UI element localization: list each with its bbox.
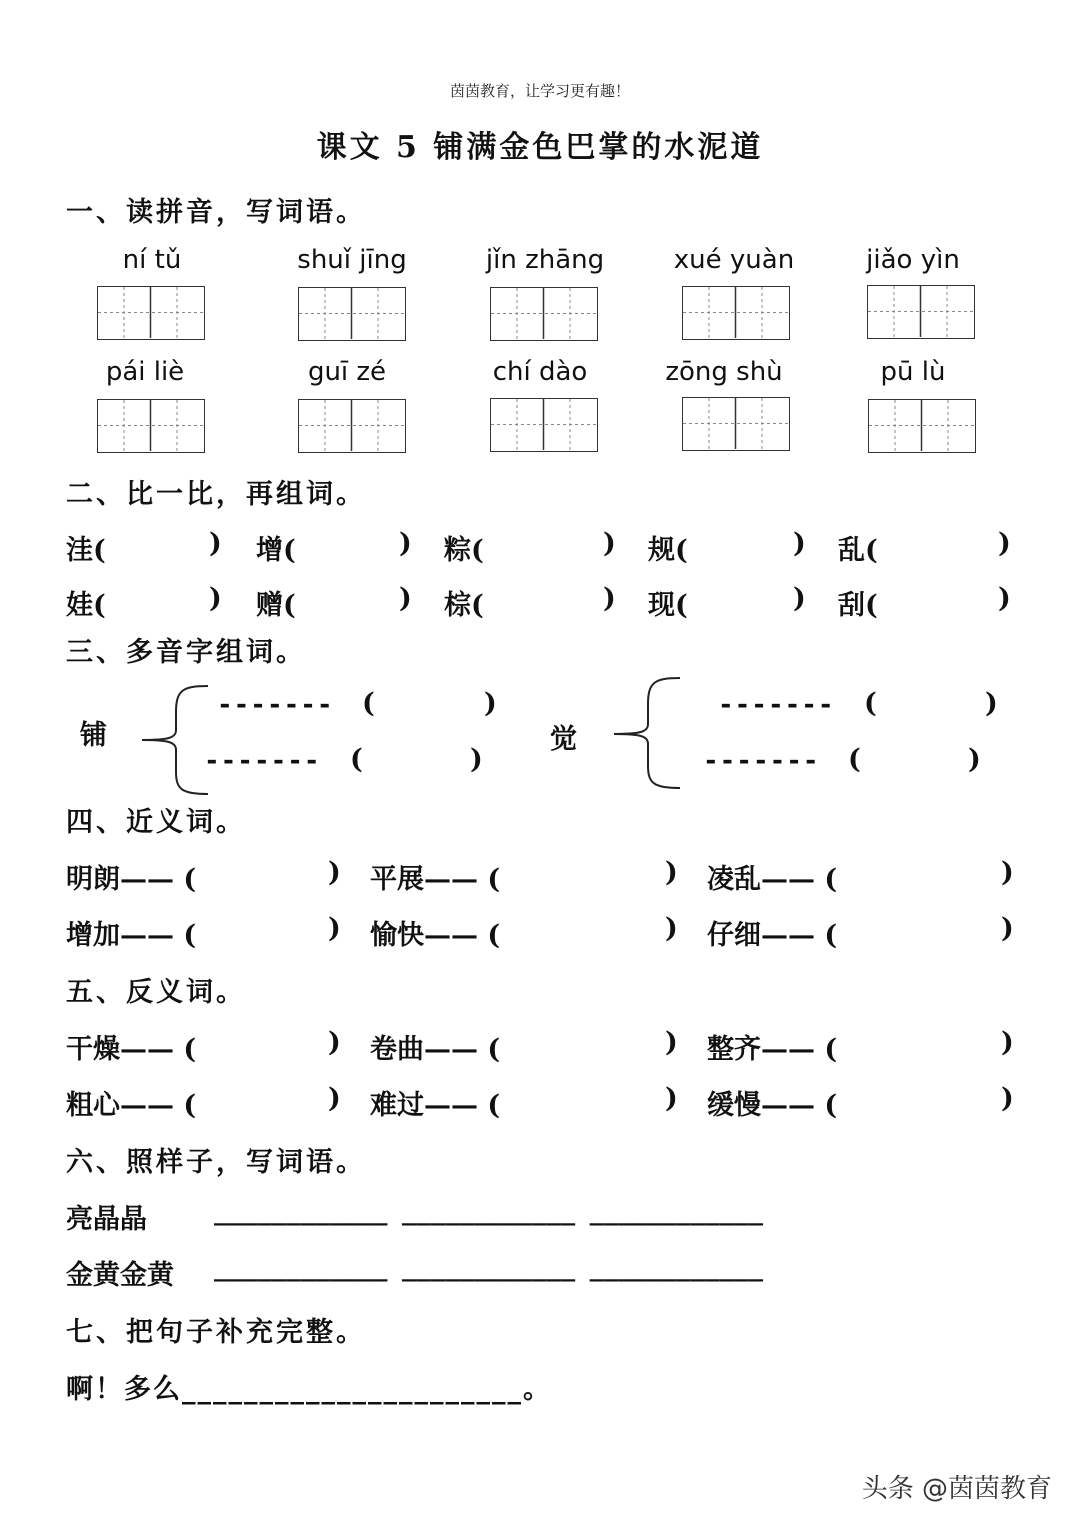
- close-paren: ): [328, 857, 341, 888]
- open-paren: (: [362, 688, 375, 719]
- close-paren: ): [968, 744, 981, 775]
- writing-grid[interactable]: [867, 285, 975, 339]
- compare-item: 娃(: [66, 590, 106, 621]
- antonym-item: 粗心—— (: [66, 1090, 197, 1121]
- example-blank-2[interactable]: ____________ ____________ ____________: [214, 1254, 764, 1282]
- compare-item: 洼(: [66, 535, 106, 566]
- polyphone-blank[interactable]: -------: [217, 690, 334, 720]
- section-1-heading: 一、读拼音，写词语。: [66, 197, 366, 228]
- writing-grid[interactable]: [682, 397, 790, 451]
- close-paren: ): [484, 688, 497, 719]
- close-paren: ): [665, 913, 678, 944]
- close-paren: ): [985, 688, 998, 719]
- synonym-item: 凌乱—— (: [707, 864, 838, 895]
- open-paren: (: [864, 688, 877, 719]
- writing-grid[interactable]: [682, 286, 790, 340]
- compare-item: 刮(: [838, 590, 878, 621]
- pinyin-1-5: jiǎo yìn: [866, 245, 960, 275]
- brace-1: [138, 682, 210, 798]
- pinyin-1-3: jǐn zhāng: [485, 245, 605, 275]
- writing-grid[interactable]: [298, 399, 406, 453]
- close-paren: ): [793, 528, 806, 559]
- section-7-heading: 七、把句子补充完整。: [66, 1317, 366, 1348]
- antonym-item: 整齐—— (: [707, 1034, 838, 1065]
- antonym-item: 难过—— (: [370, 1090, 501, 1121]
- pinyin-2-2: guī zé: [307, 357, 387, 387]
- close-paren: ): [998, 528, 1011, 559]
- writing-grid[interactable]: [490, 398, 598, 452]
- close-paren: ): [1001, 913, 1014, 944]
- antonym-item: 卷曲—— (: [370, 1034, 501, 1065]
- open-paren: (: [350, 744, 363, 775]
- section-4-heading: 四、近义词。: [66, 807, 246, 838]
- close-paren: ): [328, 1027, 341, 1058]
- antonym-item: 缓慢—— (: [707, 1090, 838, 1121]
- synonym-item: 愉快—— (: [370, 920, 501, 951]
- synonym-item: 仔细—— (: [707, 920, 838, 951]
- example-word-1: 亮晶晶: [66, 1204, 147, 1235]
- polyphone-blank[interactable]: -------: [703, 746, 820, 776]
- polyphone-blank[interactable]: -------: [718, 690, 835, 720]
- section-3-heading: 三、多音字组词。: [66, 637, 306, 668]
- page-title: 课文 5 铺满金色巴掌的水泥道: [316, 130, 764, 165]
- compare-item: 现(: [648, 590, 688, 621]
- section-2-heading: 二、比一比，再组词。: [66, 479, 366, 510]
- compare-item: 棕(: [444, 590, 484, 621]
- polyphone-char-2: 觉: [550, 724, 577, 755]
- close-paren: ): [1001, 1083, 1014, 1114]
- compare-item: 乱(: [838, 535, 878, 566]
- close-paren: ): [1001, 857, 1014, 888]
- writing-grid[interactable]: [97, 286, 205, 340]
- open-paren: (: [848, 744, 861, 775]
- synonym-item: 明朗—— (: [66, 864, 197, 895]
- pinyin-1-1: ní tǔ: [122, 245, 182, 275]
- example-word-2: 金黄金黄: [66, 1260, 174, 1291]
- pinyin-2-3: chí dào: [492, 357, 588, 387]
- synonym-item: 增加—— (: [66, 920, 197, 951]
- brace-2: [610, 674, 682, 792]
- close-paren: ): [998, 583, 1011, 614]
- pinyin-1-4: xué yuàn: [673, 245, 795, 275]
- sentence-prompt[interactable]: 啊！多么______________________。: [66, 1374, 552, 1405]
- example-blank-1[interactable]: ____________ ____________ ____________: [214, 1198, 764, 1226]
- watermark: 头条 @茵茵教育: [861, 1474, 1052, 1504]
- compare-item: 粽(: [444, 535, 484, 566]
- close-paren: ): [399, 583, 412, 614]
- synonym-item: 平展—— (: [370, 864, 501, 895]
- compare-item: 增(: [256, 535, 296, 566]
- section-5-heading: 五、反义词。: [66, 977, 246, 1008]
- pinyin-2-5: pū lù: [880, 357, 946, 387]
- pinyin-2-4: zōng shù: [665, 357, 783, 387]
- antonym-item: 干燥—— (: [66, 1034, 197, 1065]
- close-paren: ): [470, 744, 483, 775]
- close-paren: ): [603, 583, 616, 614]
- section-6-heading: 六、照样子，写词语。: [66, 1147, 366, 1178]
- close-paren: ): [665, 1027, 678, 1058]
- polyphone-char-1: 铺: [80, 720, 107, 751]
- compare-item: 规(: [648, 535, 688, 566]
- polyphone-blank[interactable]: -------: [204, 746, 321, 776]
- close-paren: ): [328, 1083, 341, 1114]
- close-paren: ): [603, 528, 616, 559]
- pinyin-2-1: pái liè: [105, 357, 185, 387]
- writing-grid[interactable]: [97, 399, 205, 453]
- page-header: 茵茵教育，让学习更有趣！: [449, 82, 630, 100]
- writing-grid[interactable]: [868, 399, 976, 453]
- close-paren: ): [665, 857, 678, 888]
- close-paren: ): [209, 528, 222, 559]
- writing-grid[interactable]: [298, 287, 406, 341]
- close-paren: ): [1001, 1027, 1014, 1058]
- close-paren: ): [328, 913, 341, 944]
- close-paren: ): [209, 583, 222, 614]
- compare-item: 赠(: [256, 590, 296, 621]
- writing-grid[interactable]: [490, 287, 598, 341]
- close-paren: ): [399, 528, 412, 559]
- close-paren: ): [665, 1083, 678, 1114]
- pinyin-1-2: shuǐ jīng: [297, 245, 407, 275]
- close-paren: ): [793, 583, 806, 614]
